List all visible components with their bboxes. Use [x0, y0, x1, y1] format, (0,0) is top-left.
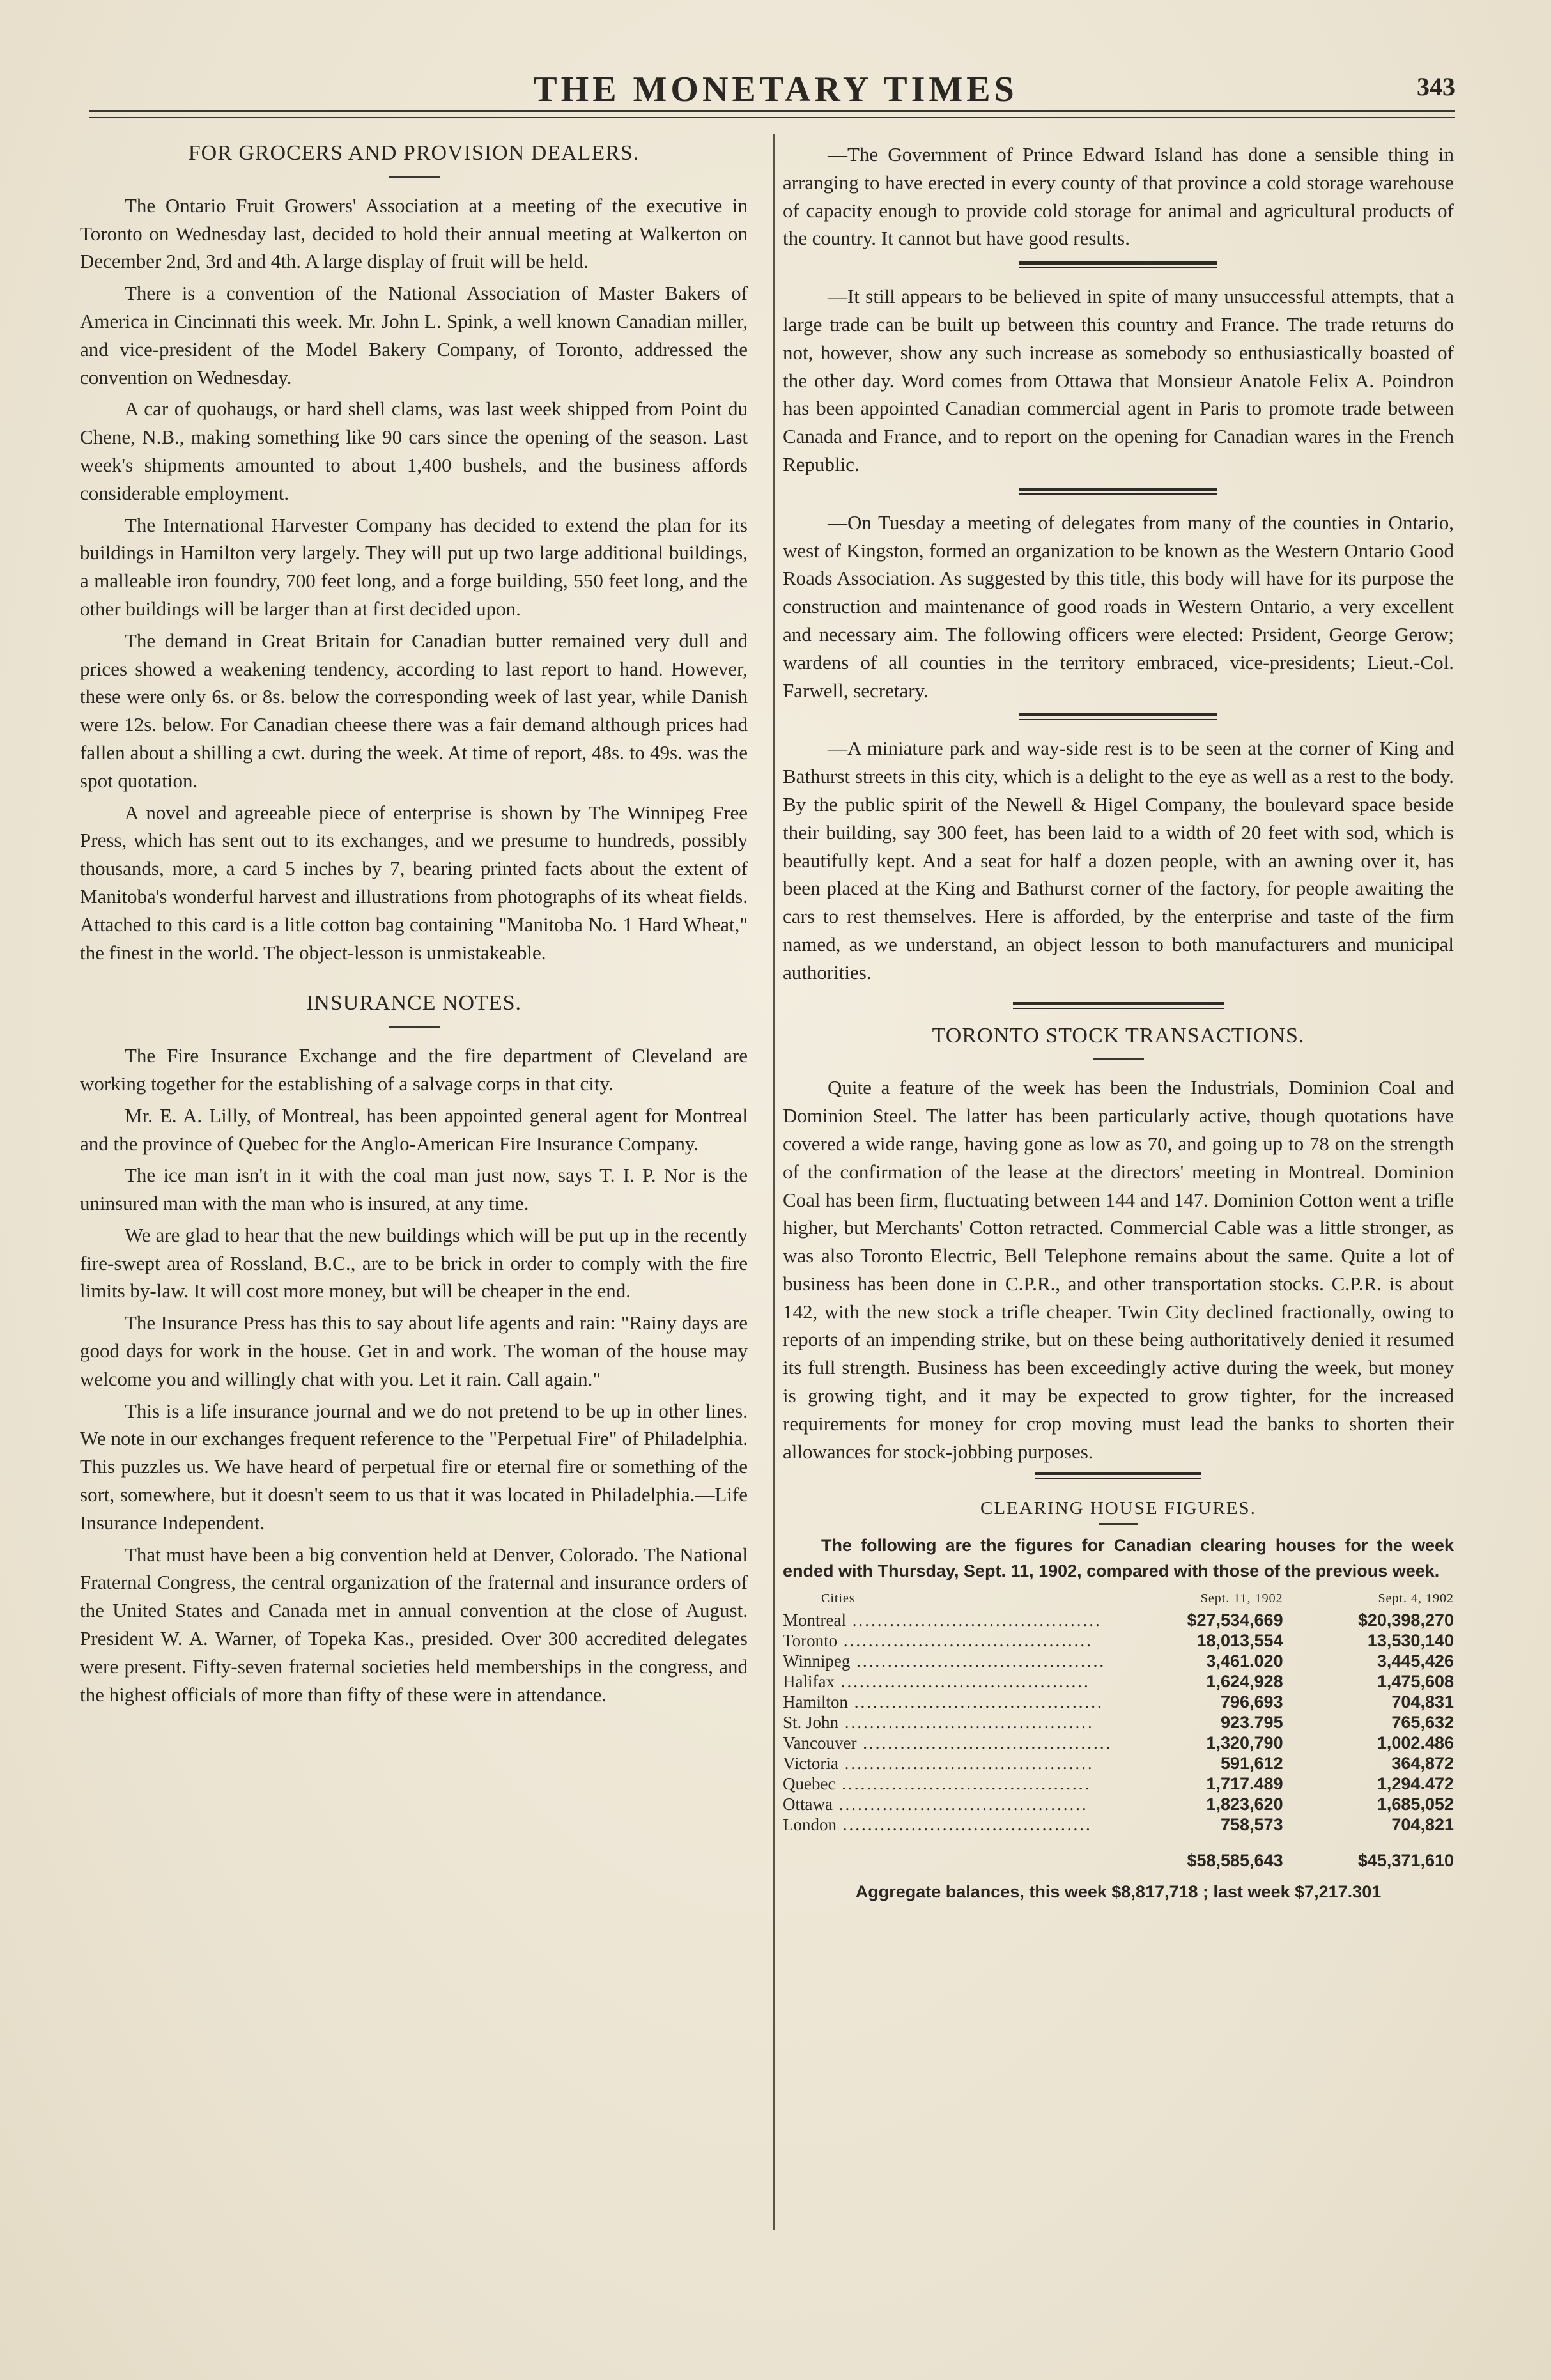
value-current: 591,612 — [1220, 1754, 1283, 1773]
insurance-section — [80, 991, 748, 1708]
table-row — [783, 1651, 1454, 1671]
stock-section — [783, 1023, 1454, 1466]
grocers-paragraph: There is a convention of the National Association of Master Bakers of America in Cincinnati this week. Mr. John L. Spink, a well known Canadian miller, and vice-president of the Model Bakery Company, of Toronto, addressed the convention on Wednesday. — [80, 282, 748, 389]
clearing-intro: The following are the figures for Canadian clearing houses for the week ended with Thursday, Sept. 11, 1902, compared with those of the previous week. — [783, 1536, 1454, 1581]
table-row — [783, 1630, 1454, 1651]
table-row — [783, 1610, 1454, 1630]
insurance-heading: INSURANCE NOTES. — [305, 991, 522, 1016]
value-current: 3,461.020 — [1206, 1651, 1283, 1671]
editorial-item: —On Tuesday a meeting of delegates from many of the counties in Ontario, west of Kingston, formed an organization to be known as the Western Ontario Good Roads Association. As suggested by this title, this body will have for its purpose the construction and maintenance of good roads in Western Ontario, a very excellent and necessary aim. The following officers were elected: Prsident, George Gerow; wardens of all counties in the territory embraced, vice-presidents; Lieut.-Col. Farwell, secretary. — [783, 511, 1454, 702]
clearing-table — [783, 1591, 1454, 1871]
grocers-paragraph: A novel and agreeable piece of enterprise is shown by The Winnipeg Free Press, which has sent out to its exchanges, and we presume to hundreds, possibly thousands, more, a card 5 inches by 7, bearing printed facts about the extent of Manitoba's wonderful harvest and illustrations from photographs of its wheat fields. Attached to this card is a litle cotton bag containing "Manitoba No. 1 Hard Wheat," the finest in the world. The object-lesson is unmistakeable. — [80, 801, 748, 964]
insurance-paragraph: That must have been a big convention held at Denver, Colorado. The National Fraternal Congress, the central organization of the fraternal and insurance orders of the United States and Canada met in annual convention at the close of August. President W. A. Warner, of Topeka Kas., presided. Over 300 accredited delegates were present. Fifty-seven fraternal societies held memberships in the congress, and the highest officials of more than fifty of these were in attendance. — [80, 1543, 748, 1706]
clearing-heading: CLEARING HOUSE FIGURES. — [980, 1498, 1256, 1519]
column-header-cities: Cities — [821, 1591, 855, 1606]
value-current: 1,320,790 — [1206, 1733, 1283, 1753]
aggregate-balances: Aggregate balances, this week $8,817,718 ; last week $7,217.301 — [855, 1882, 1382, 1902]
city-name: Victoria ........................................ — [783, 1754, 1094, 1773]
value-current: 18,013,554 — [1196, 1631, 1283, 1651]
value-current: 1,624,928 — [1206, 1672, 1283, 1692]
city-name: London ........................................ — [783, 1815, 1092, 1835]
masthead-title: THE MONETARY TIMES — [533, 70, 1018, 109]
city-name: Ottawa ........................................ — [783, 1795, 1088, 1814]
insurance-paragraph: The Insurance Press has this to say about life agents and rain: "Rainy days are good days for work in the house. Get in and work. The woman of the house may welcome you and willingly chat with you. Let it rain. Call again." — [80, 1311, 748, 1390]
insurance-paragraph: This is a life insurance journal and we do not pretend to be up in other lines. We note in our exchanges frequent reference to the "Perpetual Fire" of Philadelphia. This puzzles us. We have heard of perpetual fire or eternal fire or something of the sort, somewhere, but it doesn't seem to us that it was located in Philadelphia.—Life Insurance Independent. — [80, 1399, 748, 1534]
city-name: Halifax ........................................ — [783, 1672, 1090, 1692]
column-divider — [773, 134, 775, 2230]
grocers-heading: FOR GROCERS AND PROVISION DEALERS. — [188, 141, 640, 165]
value-current: 796,693 — [1220, 1692, 1283, 1712]
totals-row — [783, 1835, 1454, 1871]
heading-rule — [389, 1026, 440, 1028]
table-row — [783, 1753, 1454, 1773]
grocers-paragraph: The demand in Great Britain for Canadian butter remained very dull and prices showed a weakening tendency, according to last report to hand. However, these were only 6s. or 8s. below the corresponding week of last year, while Danish were 12s. below. For Canadian cheese there was a fair demand although prices had fallen about a shilling a cwt. during the week. At time of report, 48s. to 49s. was the spot quotation. — [80, 629, 748, 792]
city-name: Winnipeg ........................................ — [783, 1651, 1106, 1671]
value-previous: 364,872 — [1391, 1754, 1454, 1773]
value-previous: 3,445,426 — [1377, 1651, 1454, 1671]
editorial-item: —A miniature park and way-side rest is to be seen at the corner of King and Bathurst streets in this city, which is a delight to the eye as well as a rest to the body. By the public spirit of the Newell & Higel Company, the boulevard space beside their building, say 300 feet, has been laid to a width of 20 feet with sod, which is beautifully kept. And a seat for half a dozen people, with an awning over it, has been placed at the King and Bathurst corner of the factory, for people awaiting the cars to rest themselves. Here is afforded, by the enterprise and taste of the firm named, as we understand, an object lesson to both manufacturers and municipal authorities. — [783, 737, 1454, 984]
masthead-rule-thin — [89, 117, 1455, 118]
value-previous: 1,294.472 — [1377, 1774, 1454, 1794]
insurance-paragraph: The Fire Insurance Exchange and the fire department of Cleveland are working together for the establishing of a salvage corps in that city. — [80, 1044, 748, 1095]
editorial-item: —It still appears to be believed in spite of many unsuccessful attempts, that a large trade can be built up between this country and France. The trade returns do not, however, show any such increase as somebody so enthusiastically boasted of the other day. Word comes from Ottawa that Monsieur Anatole Felix A. Poindron has been appointed Canadian commercial agent in Paris to promote trade between Canada and France, and to report on the opening for Canadian wares in the French Republic. — [783, 285, 1454, 475]
stock-paragraph: Quite a feature of the week has been the Industrials, Dominion Coal and Dominion Steel. The latter has been particularly active, though quotations have covered a wide range, having gone as low as 70, and going up to 78 on the strength of the confirmation of the lease at the directors' meeting in Montreal. Dominion Coal has been firm, fluctuating between 144 and 147. Dominion Cotton went a trifle higher, but Merchants' Cotton retracted. Commercial Cable was a little stronger, as was also Toronto Electric, Bell Telephone remains about the same. Quite a lot of business has been done in C.P.R., and other transportation stocks. C.P.R. is about 142, with the new stock a trifle cheaper. Twin City declined fractionally, owing to reports of an impending strike, but on these being authoritatively denied it resumed its full strength. Business has been exceedingly active during the week, but money is growing tight, and it may be expected to grow tighter, for the increased requirements for money for crop moving must lead the banks to shorten their allowances for stock-jobbing purposes. — [783, 1076, 1454, 1463]
item-separator — [1019, 488, 1217, 495]
value-previous: 704,831 — [1391, 1692, 1454, 1712]
right-column — [783, 141, 1454, 1902]
value-previous: 1,685,052 — [1377, 1795, 1454, 1814]
value-current: 1,823,620 — [1206, 1795, 1283, 1814]
city-name: Toronto ........................................ — [783, 1631, 1093, 1651]
grocers-paragraph: The International Harvester Company has decided to extend the plan for its buildings in Hamilton very largely. They will put up two large additional buildings, a malleable iron foundry, 700 feet long, and a forge building, 550 feet long, and the other buildings will be larger than at first decided upon. — [80, 513, 748, 620]
value-current: 923.795 — [1220, 1713, 1283, 1733]
value-current: 758,573 — [1220, 1815, 1283, 1835]
item-separator — [1019, 713, 1217, 720]
total-previous: $45,371,610 — [1357, 1851, 1454, 1871]
city-name: Montreal ........................................ — [783, 1611, 1102, 1630]
grocers-paragraph: A car of quohaugs, or hard shell clams, was last week shipped from Point du Chene, N.B., making something like 90 cars since the opening of the season. Last week's shipments amounted to about 1,400 bushels, and the business affords considerable employment. — [80, 398, 748, 504]
city-name: Vancouver ........................................ — [783, 1733, 1113, 1753]
value-previous: $20,398,270 — [1357, 1611, 1454, 1630]
table-row — [783, 1733, 1454, 1753]
column-header-current: Sept. 11, 1902 — [1200, 1591, 1283, 1606]
value-previous: 765,632 — [1391, 1713, 1454, 1733]
masthead-rule — [89, 110, 1455, 112]
stock-heading: TORONTO STOCK TRANSACTIONS. — [932, 1023, 1305, 1047]
total-current: $58,585,643 — [1187, 1851, 1283, 1871]
heading-rule — [389, 176, 440, 178]
heading-rule — [1099, 1523, 1138, 1525]
value-current: $27,534,669 — [1187, 1611, 1283, 1630]
table-row — [783, 1814, 1454, 1835]
item-separator — [1013, 1002, 1224, 1009]
table-row — [783, 1692, 1454, 1712]
table-row — [783, 1712, 1454, 1733]
table-row — [783, 1773, 1454, 1794]
item-separator — [1019, 261, 1217, 268]
heading-rule — [1093, 1058, 1144, 1060]
insurance-paragraph: The ice man isn't in it with the coal man just now, says T. I. P. Nor is the uninsured man with the man who is insured, at any time. — [80, 1164, 748, 1215]
value-previous: 13,530,140 — [1367, 1631, 1454, 1651]
insurance-paragraph: Mr. E. A. Lilly, of Montreal, has been appointed general agent for Montreal and the province of Quebec for the Anglo-American Fire Insurance Company. — [80, 1104, 748, 1155]
table-row — [783, 1794, 1454, 1814]
value-previous: 704,821 — [1391, 1815, 1454, 1835]
city-name: Hamilton ........................................ — [783, 1692, 1104, 1712]
page-number: 343 — [1417, 72, 1455, 101]
value-previous: 1,002.486 — [1377, 1733, 1454, 1753]
value-current: 1,717.489 — [1206, 1774, 1283, 1794]
insurance-paragraph: We are glad to hear that the new buildings which will be put up in the recently fire-swept area of Rossland, B.C., are to be brick in order to comply with the fire limits by-law. It will cost more money, but will be cheaper in the end. — [80, 1223, 748, 1302]
clearing-section — [783, 1498, 1454, 1902]
value-previous: 1,475,608 — [1377, 1672, 1454, 1692]
left-column — [80, 141, 748, 1712]
city-name: Quebec ........................................ — [783, 1774, 1092, 1794]
column-header-previous: Sept. 4, 1902 — [1378, 1591, 1454, 1606]
editorial-item: —The Government of Prince Edward Island has done a sensible thing in arranging to have erected in every county of that province a cold storage warehouse of capacity enough to provide cold storage for animal and agricultural products of the country. It cannot but have good results. — [783, 143, 1454, 250]
item-separator — [1035, 1472, 1201, 1479]
grocers-section — [80, 141, 748, 966]
city-name: St. John ........................................ — [783, 1713, 1094, 1733]
grocers-paragraph: The Ontario Fruit Growers' Association at a meeting of the executive in Toronto on Wednesday last, decided to hold their annual meeting at Walkerton on December 2nd, 3rd and 4th. A large display of fruit will be held. — [80, 194, 748, 273]
table-row — [783, 1671, 1454, 1692]
